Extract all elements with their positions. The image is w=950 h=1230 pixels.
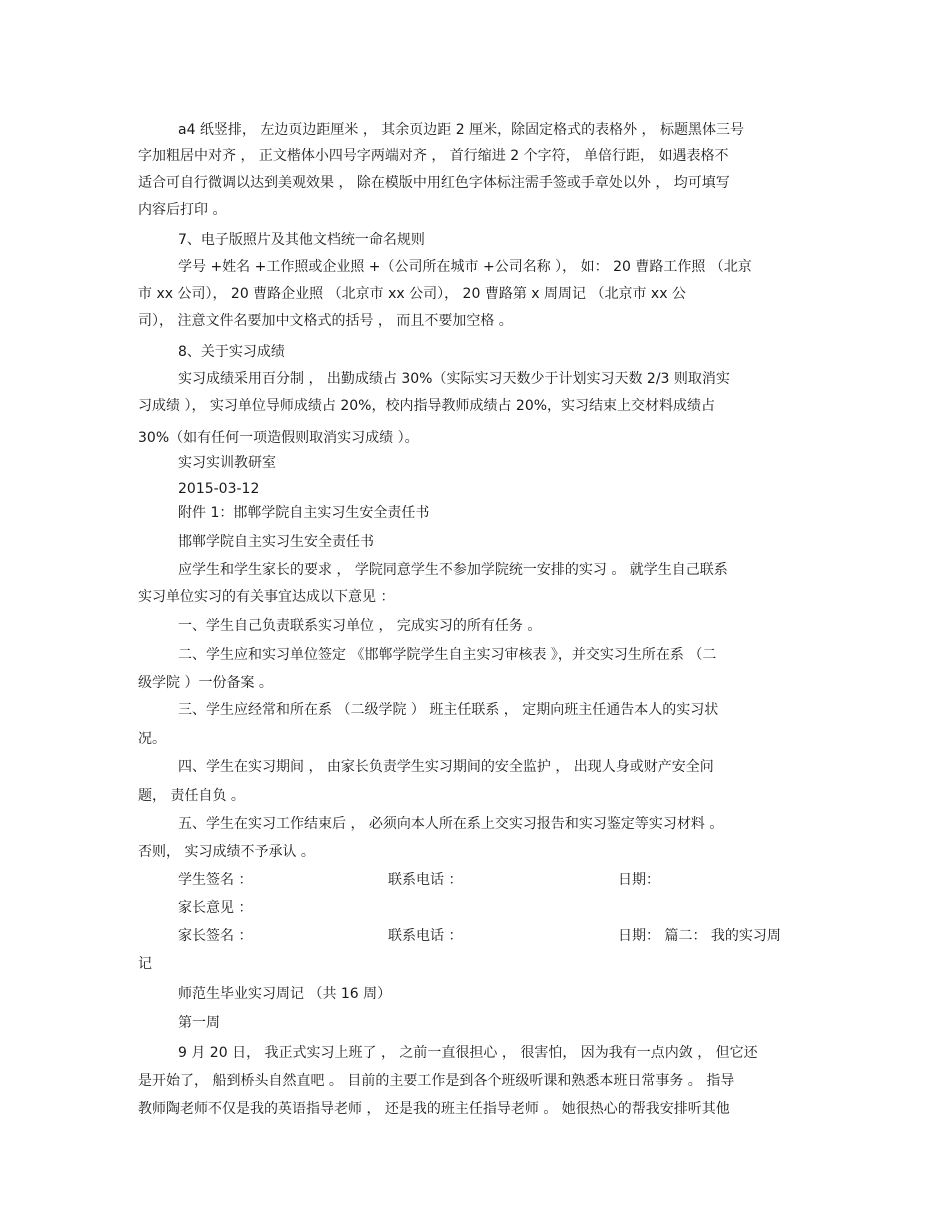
paragraph-line: a4 纸竖排， 左边页边距厘米 ， 其余页边距 2 厘米，除固定格式的表格外 ， 标题黑体三号 <box>178 122 744 138</box>
paragraph-line: 9 月 20 日， 我正式实习上班了 ， 之前一直很担心 ， 很害怕， 因为我有一点内敛 ， 但它还 <box>178 1045 758 1061</box>
parent-date-label: 日期： 篇二： 我的实习周 <box>618 928 781 944</box>
attachment-title: 附件 1：邯郸学院自主实习生安全责任书 <box>178 505 430 521</box>
clause-line: 三、学生应经常和所在系 （二级学院 ） 班主任联系 ， 定期向班主任通告本人的实习状 <box>178 702 719 718</box>
clause-line: 况。 <box>138 731 166 747</box>
clause-line: 一、学生自己负责联系实习单位 ， 完成实习的所有任务 。 <box>178 618 542 634</box>
clause-line: 级学院 ）一份备案 。 <box>138 675 273 691</box>
paragraph-line: 是开始了， 船到桥头自然直吧 。 目前的主要工作是到各个班级听课和熟悉本班日常事务 。 指导 <box>138 1073 735 1089</box>
paragraph-line: 司）， 注意文件名要加中文格式的括号 ， 而且不要加空格 。 <box>138 313 513 329</box>
paragraph-line: 记 <box>138 956 152 972</box>
paragraph-line: 适合可自行微调以达到美观效果 ， 除在模版中用红色字体标注需手签或手章处以外 ， 均可填写 <box>138 175 730 191</box>
student-signature-label: 学生签名 ： <box>178 872 253 888</box>
signature-office: 实习实训教研室 <box>178 455 276 471</box>
student-date-label: 日期： <box>618 872 660 888</box>
paragraph-line: 习成绩 ）， 实习单位导师成绩占 20%，校内指导教师成绩占 20%，实习结束上交材料成绩占 <box>138 398 716 414</box>
paragraph-line: 内容后打印 。 <box>138 202 227 218</box>
paragraph-line: 30%（如有任何一项造假则取消实习成绩 ）。 <box>138 430 419 446</box>
week-heading: 第一周 <box>178 1015 220 1031</box>
paragraph-line: 学号 +姓名 +工作照或企业照 +（公司所在城市 +公司名称 ）， 如： 20 曹路工作照 （北京 <box>178 259 752 275</box>
paragraph-line: 字加粗居中对齐 ， 正文楷体小四号字两端对齐 ， 首行缩进 2 个字符， 单倍行距， 如遇表格不 <box>138 148 729 164</box>
signature-date: 2015-03-12 <box>178 481 260 497</box>
parent-signature-label: 家长签名 ： <box>178 928 253 944</box>
paragraph-line: 实习成绩采用百分制 ， 出勤成绩占 30%（实际实习天数少于计划实习天数 2/3 则取消实 <box>178 371 730 387</box>
document-title: 邯郸学院自主实习生安全责任书 <box>178 534 374 550</box>
paragraph-line: 市 xx 公司）， 20 曹路企业照 （北京市 xx 公司）， 20 曹路第 x 周周记 （北京市 xx 公 <box>138 286 686 302</box>
section-heading: 8、关于实习成绩 <box>178 344 285 360</box>
clause-line: 题， 责任自负 。 <box>138 788 245 804</box>
parent-opinion-label: 家长意见 ： <box>178 900 253 916</box>
journal-title: 师范生毕业实习周记 （共 16 周） <box>178 986 392 1002</box>
paragraph-line: 应学生和学生家长的要求 ， 学院同意学生不参加学院统一安排的实习 。 就学生自己联系 <box>178 562 728 578</box>
paragraph-line: 教师陶老师不仅是我的英语指导老师 ， 还是我的班主任指导老师 。 她很热心的帮我安排听其他 <box>138 1101 730 1117</box>
clause-line: 四、学生在实习期间 ， 由家长负责学生实习期间的安全监护 ， 出现人身或财产安全问 <box>178 759 714 775</box>
parent-phone-label: 联系电话 ： <box>388 928 463 944</box>
section-heading: 7、电子版照片及其他文档统一命名规则 <box>178 232 425 248</box>
paragraph-line: 实习单位实习的有关事宜达成以下意见 ： <box>138 589 395 605</box>
clause-line: 否则， 实习成绩不予承认 。 <box>138 844 315 860</box>
student-phone-label: 联系电话 ： <box>388 872 463 888</box>
clause-line: 五、学生在实习工作结束后 ， 必须向本人所在系上交实习报告和实习鉴定等实习材料 。 <box>178 816 724 832</box>
clause-line: 二、学生应和实习单位签定 《邯郸学院学生自主实习审核表 》，并交实习生所在系 （二 <box>178 647 717 663</box>
